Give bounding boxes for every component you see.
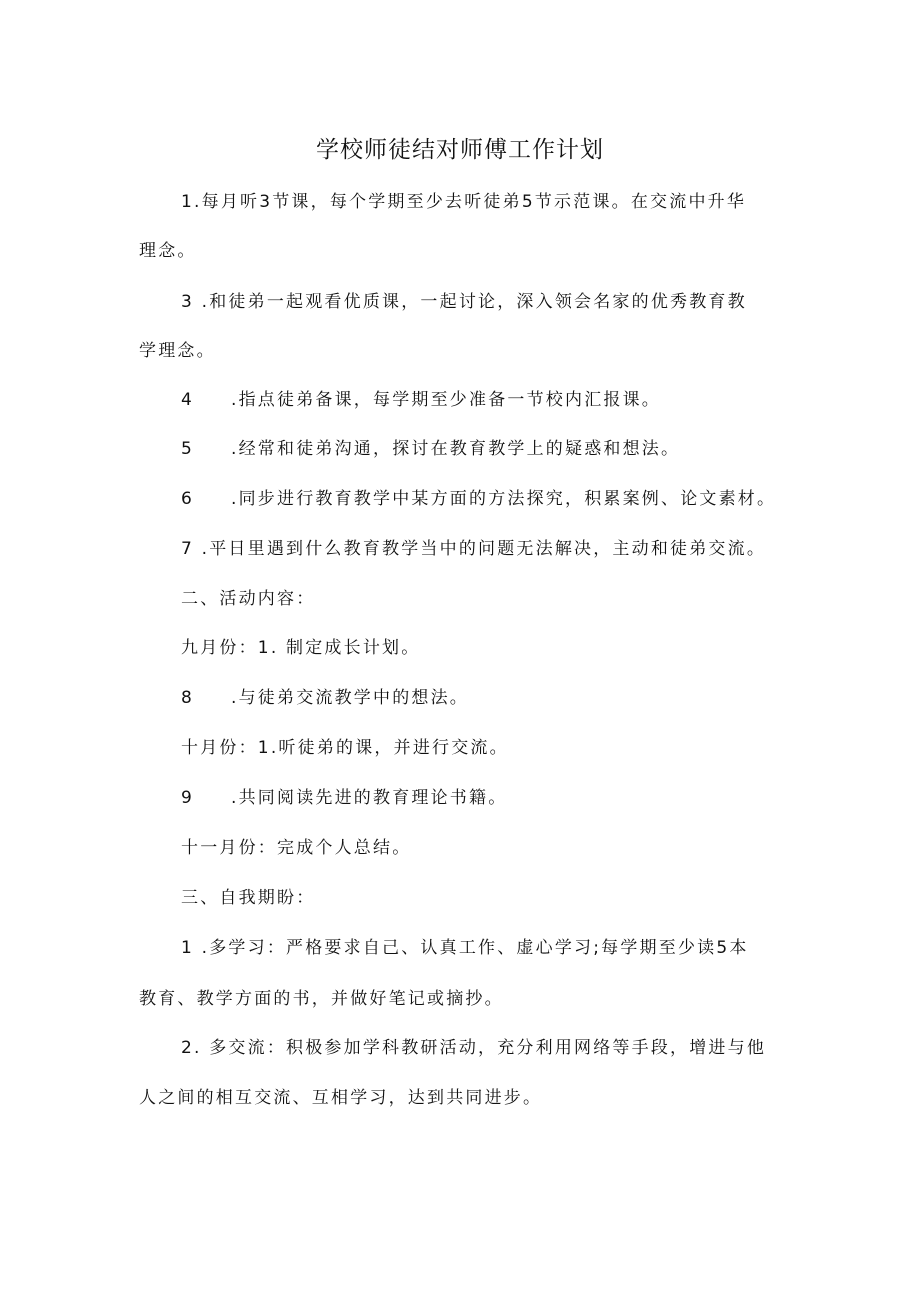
paragraph-5-number: 6 <box>181 489 192 509</box>
paragraph-4-text: .经常和徒弟沟通，探讨在教育教学上的疑惑和想法。 <box>231 439 681 459</box>
section-heading-activities: 二、活动内容： <box>181 589 316 609</box>
paragraph-8-text: .与徒弟交流教学中的想法。 <box>231 688 470 708</box>
paragraph-8-number: 8 <box>181 688 192 708</box>
paragraph-8 <box>181 686 469 710</box>
paragraph-5 <box>181 487 776 511</box>
paragraph-3-number: 4 <box>181 390 192 410</box>
expectation-2-line-2: 人之间的相互交流、互相学习，达到共同进步。 <box>139 1088 543 1108</box>
expectation-2-line-1: 2. 多交流：积极参加学科教研活动，充分利用网络等手段，增进与他 <box>181 1038 767 1058</box>
section-heading-self-expectation: 三、自我期盼： <box>181 888 316 908</box>
september-item: 九月份：1. 制定成长计划。 <box>181 638 421 658</box>
october-item: 十月份：1.听徒弟的课，并进行交流。 <box>181 738 509 758</box>
paragraph-9-number: 9 <box>181 788 192 808</box>
expectation-1-line-2: 教育、教学方面的书，并做好笔记或摘抄。 <box>139 989 504 1009</box>
paragraph-1-line-2: 理念。 <box>139 241 197 261</box>
paragraph-3 <box>181 388 661 412</box>
paragraph-5-text: .同步进行教育教学中某方面的方法探究，积累案例、论文素材。 <box>231 489 777 509</box>
paragraph-3-text: .指点徒弟备课，每学期至少准备一节校内汇报课。 <box>231 390 662 410</box>
paragraph-9-text: .共同阅读先进的教育理论书籍。 <box>231 788 508 808</box>
document-title: 学校师徒结对师傅工作计划 <box>316 137 604 163</box>
paragraph-4-number: 5 <box>181 439 192 459</box>
paragraph-2-line-1: 3 .和徒弟一起观看优质课，一起讨论，深入领会名家的优秀教育教 <box>181 292 747 312</box>
november-item: 十一月份：完成个人总结。 <box>181 838 412 858</box>
expectation-1-line-1: 1 .多学习：严格要求自己、认真工作、虚心学习;每学期至少读5本 <box>181 938 749 958</box>
paragraph-2-line-2: 学理念。 <box>139 341 216 361</box>
paragraph-4 <box>181 437 680 461</box>
paragraph-9 <box>181 786 507 810</box>
paragraph-1-line-1: 1.每月听3节课，每个学期至少去听徒弟5节示范课。在交流中升华 <box>181 192 747 212</box>
paragraph-6: 7 .平日里遇到什么教育教学当中的问题无法解决，主动和徒弟交流。 <box>181 539 767 559</box>
